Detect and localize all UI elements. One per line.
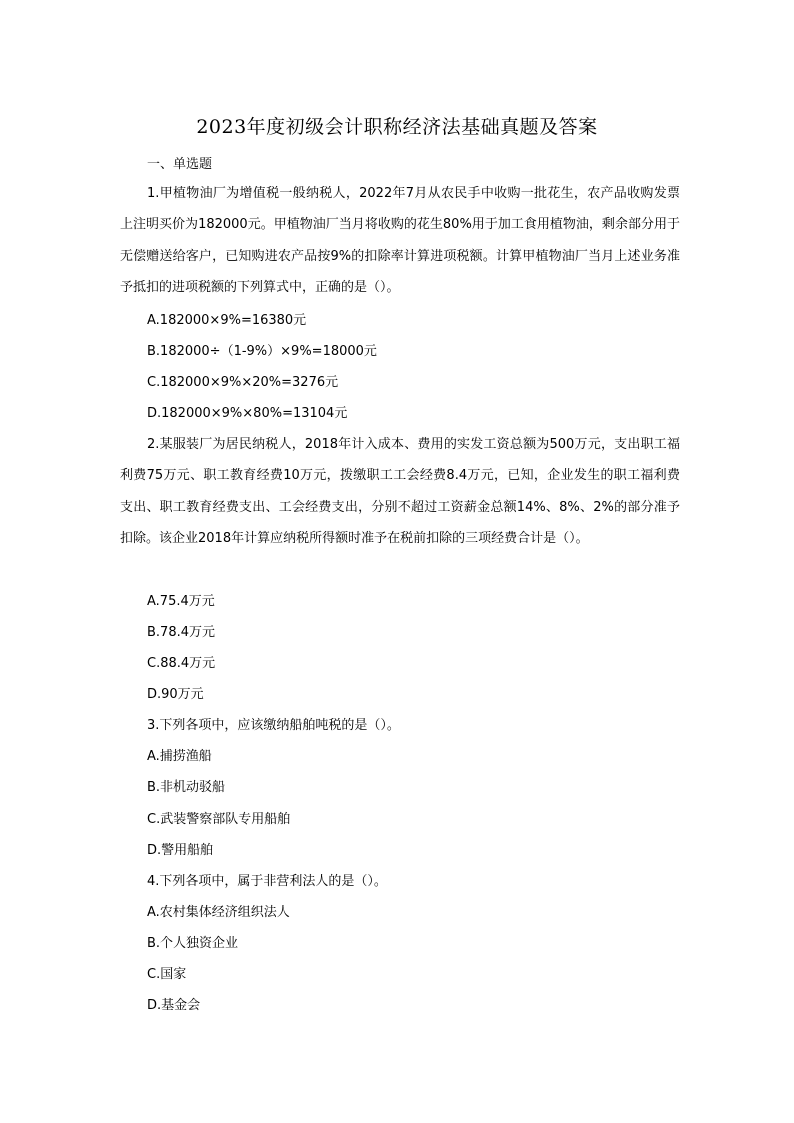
question-4-option-c: C.国家: [147, 967, 187, 982]
question-3-option-d: D.警用船舶: [147, 843, 214, 858]
question-4-stem: 4.下列各项中，属于非营利法人的是（）。: [147, 874, 387, 889]
question-2-stem: 2.某服装厂为居民纳税人，2018年计入成本、费用的实发工资总额为500万元，支出职工福利费75万元、职工教育经费10万元，拨缴职工工会经费8.4万元，已知，企业发生的职工福利费支出、职工教育经费支出、工会经费支出，分别不超过工资薪金总额14%、8%、2%的部分准予扣除。该企业2018年计算应纳税所得额时准予在税前扣除的三项经费合计是（）。: [120, 437, 680, 547]
question-2-option-c: C.88.4万元: [147, 656, 216, 671]
question-4-option-b: B.个人独资企业: [147, 936, 239, 951]
question-1-option-c: C.182000×9%×20%=3276元: [147, 375, 339, 390]
question-1-option-d: D.182000×9%×80%=13104元: [147, 406, 348, 421]
question-1-option-a: A.182000×9%=16380元: [147, 313, 307, 328]
question-2-option-a: A.75.4万元: [147, 594, 215, 609]
question-3-option-c: C.武装警察部队专用船舶: [147, 812, 291, 827]
question-4-option-a: A.农村集体经济组织法人: [147, 905, 290, 920]
question-1-stem: 1.甲植物油厂为增值税一般纳税人，2022年7月从农民手中收购一批花生，农产品收购发票上注明买价为182000元。甲植物油厂当月将收购的花生80%用于加工食用植物油，剩余部分用于无偿赠送给客户，已知购进农产品按9%的扣除率计算进项税额。计算甲植物油厂当月上述业务准予抵扣的进项税额的下列算式中，正确的是（）。: [120, 186, 680, 296]
question-3-option-a: A.捕捞渔船: [147, 749, 212, 764]
page-title: 2023年度初级会计职称经济法基础真题及答案: [196, 116, 598, 138]
question-1-option-b: B.182000÷（1-9%）×9%=18000元: [147, 344, 377, 359]
question-3-option-b: B.非机动驳船: [147, 780, 226, 795]
question-2-option-b: B.78.4万元: [147, 625, 215, 640]
question-3-stem: 3.下列各项中，应该缴纳船舶吨税的是（）。: [147, 718, 400, 733]
question-4-option-d: D.基金会: [147, 998, 201, 1013]
section-heading: 一、单选题: [147, 157, 213, 172]
question-2-option-d: D.90万元: [147, 687, 204, 702]
